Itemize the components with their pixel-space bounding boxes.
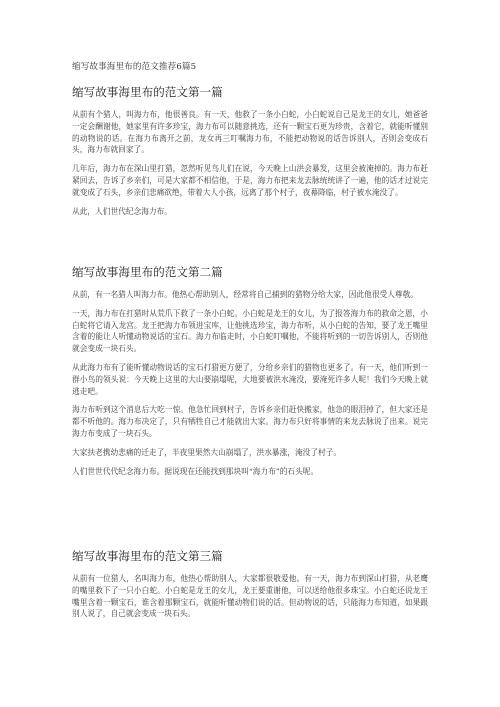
- section-1: [72, 84, 428, 224]
- section-heading: 缩写故事海里布的范文第一篇: [72, 85, 223, 99]
- paragraph: 大家扶老携幼悲痛的迁走了，半夜里果然大山崩塌了，洪水暴涨，淹没了村子。: [72, 447, 342, 457]
- section-heading: 缩写故事海里布的范文第三篇: [72, 549, 223, 563]
- paragraph: 从前有个猎人，叫海力布，他很善良。有一天，他救了一条小白蛇，小白蛇说自己是龙王的女儿，她爸爸一定会酬谢他，她家里有许多珍宝，海力布可以随意挑选，还有一颗宝石更为珍贵，含着它，就能听懂别的动物说的话。在海力布离开之前，龙女再三叮嘱海力布，不能把动物说的话告诉别人，否则会变成石头，海力布就回家了。: [72, 110, 428, 155]
- paragraph: 从前，有一名猎人叫海力布。他热心帮助别人，经常将自己捕到的猎物分给大家，因此他很受人尊敬。: [72, 290, 418, 299]
- paragraph: 人们世世代代纪念海力布。据说现在还能找到那块叫“海力布”的石头呢。: [72, 466, 319, 476]
- paragraph: 从此海力布有了能听懂动物说话的宝石打猎更方便了，分给乡亲们的猎物也更多了。有一天，他们听到一群小鸟的领头说：今天晚上这里的大山要崩塌呢，大地要被洪水淹没，要淹死许多人呢！我们今天晚上就逃走吧。: [72, 362, 428, 396]
- section-2: [72, 264, 428, 484]
- section-3: [72, 548, 428, 627]
- document-title: 缩写故事海里布的范文推荐6篇5: [72, 62, 197, 72]
- paragraph: 几年后，海力布在深山里打猎，忽然听见鸟儿们在说，今天晚上山洪会暴发，这里会被淹掉的。海力布赶紧回去，告诉了乡亲们，可是大家都不相信他，于是，海力布把来龙去脉统统讲了一遍，他的话才过说完就变成了石头，乡亲们悲痛欲绝，带着大人小孩，远离了那个村子，夜幕降临，村子被水淹没了。: [72, 164, 428, 197]
- section-heading: 缩写故事海里布的范文第二篇: [72, 265, 223, 279]
- paragraph: 从此，人们世代纪念海力布。: [72, 206, 172, 216]
- paragraph: 一天，海力布在打猎时从荒爪下救了一条小白蛇。小白蛇是龙王的女儿，为了报答海力布的救命之恩，小白蛇将它请入龙宫。龙王把海力布领进宝库，让他挑选珍宝，海力布听，从小白蛇的告知，要了龙王嘴里含着的能让人听懂动物说话的宝石。海力布临走时，小白蛇叮嘱他，不能将听到的一切告诉别人，否则他就会变成一块石头。: [72, 308, 428, 354]
- paragraph: 从前有一位猎人，名叫海力布，他热心帮助别人，大家都很敬爱他。有一天，海力布到深山打猎，从老鹰的嘴里救下了一只小白蛇。小白蛇是龙王的女儿，龙王要重谢他，可以送给他很多珠宝。小白蛇还说龙王嘴里含着一颗宝石，谁含着那颗宝石，就能听懂动物们说的话。但动物说的话，只能海力布知道，如果跟别人说了，自己就会变成一块石头。: [72, 574, 428, 619]
- paragraph: 海力布听到这个消息后大吃一惊。他急忙回到村子，告诉乡亲们赶快搬家，他急的眼泪掉了，但大家还是都不听他的。海力布决定了，只有牺牲自己才能就出大家。海力布只好将事情的来龙去脉说了出来。说完海力布变成了一块石头。: [72, 405, 428, 438]
